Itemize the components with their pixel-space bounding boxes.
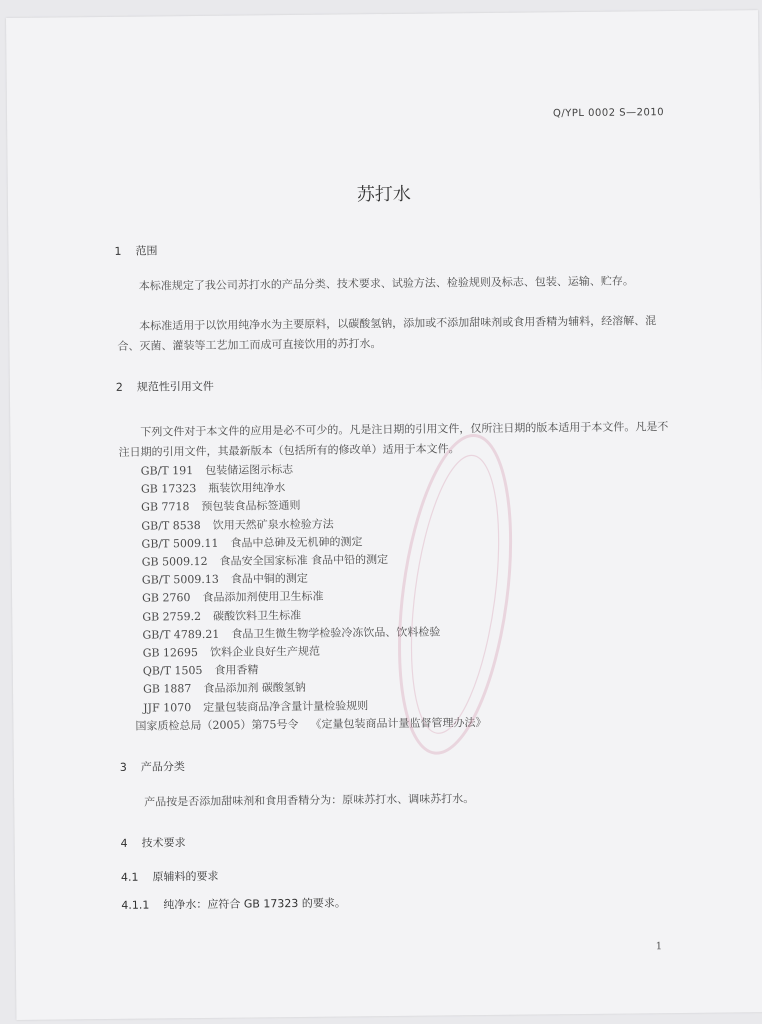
paragraph-text: 产品按是否添加甜味剂和食用香精分为：原味苏打水、调味苏打水。	[144, 792, 475, 809]
subsection-title: 原辅料的要求	[152, 869, 219, 884]
subsection-4-1-heading	[121, 868, 219, 885]
reference-name: 食品添加剂使用卫生标准	[202, 590, 324, 605]
reference-code: GB/T 191	[140, 464, 194, 478]
reference-code: JJF 1070	[143, 700, 192, 715]
section-title: 产品分类	[140, 760, 185, 774]
document-page	[6, 10, 762, 1020]
reference-code: GB 17323	[140, 482, 197, 496]
reference-name: 瓶装饮用纯净水	[208, 481, 286, 496]
section-number: 1	[114, 244, 122, 258]
reference-code: QB/T 1505	[142, 664, 203, 678]
page-number: 1	[655, 941, 663, 953]
paragraph-text: 下列文件对于本文件的应用是必不可少的。凡是注日期的引用文件，仅所注日期的版本适用于本文件。凡是不注日期的引用文件，其最新版本（包括所有的修改单）适用于本文件。	[118, 420, 669, 459]
reference-code: GB/T 4789.21	[142, 627, 220, 642]
subsection-4-1-1	[121, 894, 346, 912]
reference-name: 包装储运图示标志	[205, 463, 294, 477]
section-title: 技术要求	[141, 836, 186, 850]
reference-code: GB 5009.12	[141, 554, 208, 569]
reference-code: GB 7718	[141, 500, 190, 515]
reference-name: 食品中铜的测定	[230, 572, 308, 586]
reference-code: 国家质检总局（2005）第75号令	[135, 717, 299, 733]
reference-name: 食品添加剂 碳酸氢钠	[203, 681, 306, 696]
subsection-number: 4.1	[120, 870, 139, 884]
section-title: 范围	[135, 244, 158, 258]
section-2-heading	[116, 378, 214, 395]
subsection-number: 4.1.1	[121, 898, 150, 912]
reference-name: 饮用天然矿泉水检验方法	[212, 517, 334, 532]
reference-name: 食品安全国家标准 食品中铅的测定	[219, 553, 389, 568]
subsection-text: 纯净水：应符合 GB 17323 的要求。	[163, 896, 346, 912]
document-title: 苏打水	[356, 183, 411, 206]
reference-code: GB 2759.2	[142, 609, 202, 624]
section-1-heading	[114, 242, 157, 258]
section-number: 4	[120, 836, 128, 850]
reference-code: GB/T 8538	[141, 518, 201, 533]
document-code: Q/YPL 0002 S—2010	[552, 107, 665, 120]
section-1-paragraph-2	[117, 311, 677, 357]
reference-code: GB/T 5009.11	[141, 536, 219, 551]
section-title: 规范性引用文件	[136, 379, 214, 394]
reference-name: 食用香精	[214, 663, 259, 678]
reference-code: GB 2760	[142, 591, 191, 606]
reference-name: 饮料企业良好生产规范	[209, 644, 321, 659]
paragraph-text: 本标准适用于以饮用纯净水为主要原料，以碳酸氢钠，添加或不添加甜味剂或食用香精为辅料，经溶解、混合、灭菌、灌装等工艺加工而成可直接饮用的苏打水。	[117, 314, 657, 353]
reference-name: 《定量包装商品计量监督管理办法》	[310, 715, 487, 731]
section-number: 3	[119, 760, 127, 774]
reference-name: 预包装食品标签通则	[201, 499, 301, 514]
section-1-paragraph-1	[117, 271, 677, 297]
reference-code: GB 1887	[142, 682, 192, 697]
section-number: 2	[115, 380, 123, 394]
reference-name: 食品卫生微生物学检验冷冻饮品、饮料检验	[231, 625, 441, 641]
section-4-heading	[121, 834, 186, 851]
section-2-intro	[118, 417, 678, 463]
section-3-heading	[120, 758, 185, 775]
reference-code: GB 12695	[142, 646, 199, 660]
paragraph-text: 本标准规定了我公司苏打水的产品分类、技术要求、试验方法、检验规则及标志、包装、运输、贮存。	[138, 274, 634, 293]
reference-name: 食品中总砷及无机砷的测定	[230, 535, 363, 550]
reference-name: 碳酸饮料卫生标准	[213, 608, 302, 623]
reference-name: 定量包装商品净含量计量检验规则	[203, 698, 369, 714]
section-3-paragraph	[122, 787, 682, 813]
reference-code: GB/T 5009.13	[141, 573, 219, 587]
